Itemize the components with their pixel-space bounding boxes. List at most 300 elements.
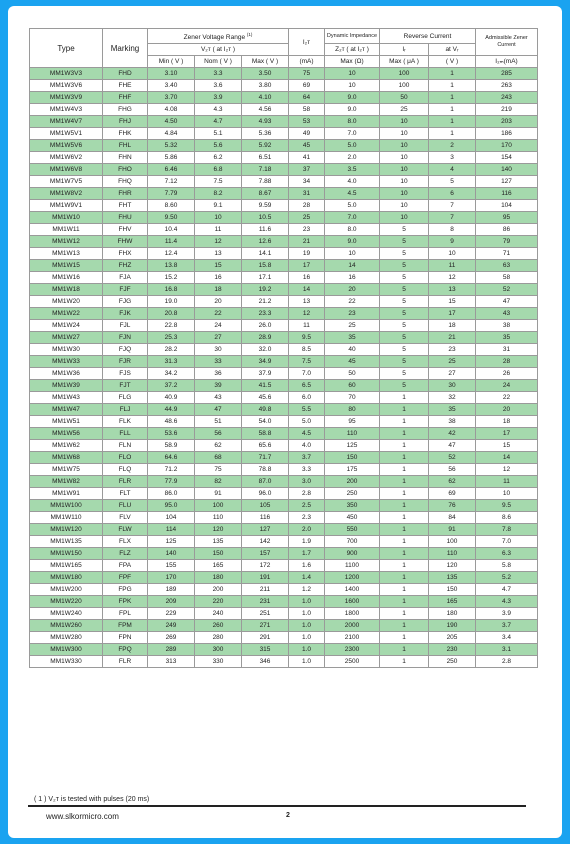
cell-izt: 53 [289, 116, 325, 128]
cell-nom: 180 [195, 572, 242, 584]
cell-nom: 260 [195, 620, 242, 632]
cell-min: 95.0 [148, 500, 195, 512]
cell-izm: 17 [476, 428, 538, 440]
cell-vr: 76 [429, 500, 476, 512]
cell-ir: 1 [380, 596, 429, 608]
cell-min: 10.4 [148, 224, 195, 236]
cell-izm: 2.8 [476, 656, 538, 668]
cell-izm: 12 [476, 464, 538, 476]
cell-izm: 3.4 [476, 632, 538, 644]
cell-izt: 58 [289, 104, 325, 116]
cell-max: 346 [242, 656, 289, 668]
table-row [30, 572, 538, 584]
cell-nom: 3.9 [195, 92, 242, 104]
cell-nom: 9.1 [195, 200, 242, 212]
cell-ir: 10 [380, 152, 429, 164]
cell-izt: 2.0 [289, 524, 325, 536]
cell-type: MM1W300 [30, 644, 103, 656]
table-row [30, 188, 538, 200]
header-izm-unit: I₂ₘ(mA) [476, 56, 538, 68]
cell-zzt: 3.5 [325, 164, 380, 176]
cell-min: 11.4 [148, 236, 195, 248]
cell-izm: 263 [476, 80, 538, 92]
table-row [30, 620, 538, 632]
table-row [30, 596, 538, 608]
cell-ir: 10 [380, 188, 429, 200]
cell-nom: 13 [195, 248, 242, 260]
cell-izm: 7.8 [476, 524, 538, 536]
cell-max: 8.67 [242, 188, 289, 200]
cell-izm: 10 [476, 488, 538, 500]
cell-zzt: 110 [325, 428, 380, 440]
table-row [30, 284, 538, 296]
cell-izt: 7.0 [289, 368, 325, 380]
cell-marking: FLR [103, 656, 148, 668]
cell-max: 37.9 [242, 368, 289, 380]
cell-izt: 6.5 [289, 380, 325, 392]
cell-max: 19.2 [242, 284, 289, 296]
cell-izm: 5.8 [476, 560, 538, 572]
cell-izt: 3.7 [289, 452, 325, 464]
cell-nom: 240 [195, 608, 242, 620]
cell-ir: 1 [380, 416, 429, 428]
cell-nom: 56 [195, 428, 242, 440]
cell-nom: 110 [195, 512, 242, 524]
cell-marking: FHZ [103, 260, 148, 272]
cell-min: 77.9 [148, 476, 195, 488]
table-row [30, 356, 538, 368]
cell-izm: 4.3 [476, 596, 538, 608]
cell-zzt: 95 [325, 416, 380, 428]
table-row [30, 308, 538, 320]
header-zzt-unit: Max (Ω) [325, 56, 380, 68]
cell-type: MM1W30 [30, 344, 103, 356]
cell-izm: 38 [476, 320, 538, 332]
cell-vr: 2 [429, 140, 476, 152]
cell-marking: FJR [103, 356, 148, 368]
cell-vr: 32 [429, 392, 476, 404]
footer-url: www.slkormicro.com [46, 812, 119, 821]
cell-min: 289 [148, 644, 195, 656]
cell-ir: 1 [380, 548, 429, 560]
cell-type: MM1W6V2 [30, 152, 103, 164]
cell-ir: 10 [380, 176, 429, 188]
cell-type: MM1W200 [30, 584, 103, 596]
cell-nom: 15 [195, 260, 242, 272]
table-row [30, 404, 538, 416]
table-row [30, 236, 538, 248]
cell-marking: FLK [103, 416, 148, 428]
cell-min: 249 [148, 620, 195, 632]
cell-max: 14.1 [242, 248, 289, 260]
cell-max: 28.9 [242, 332, 289, 344]
cell-marking: FJF [103, 284, 148, 296]
header-izt: I₂ᴛ [289, 29, 325, 56]
cell-izm: 3.7 [476, 620, 538, 632]
cell-type: MM1W11 [30, 224, 103, 236]
cell-max: 21.2 [242, 296, 289, 308]
header-nom-v: Nom ( V ) [195, 56, 242, 68]
cell-izt: 1.2 [289, 584, 325, 596]
cell-izm: 5.2 [476, 572, 538, 584]
cell-type: MM1W12 [30, 236, 103, 248]
table-row [30, 344, 538, 356]
cell-ir: 25 [380, 104, 429, 116]
cell-vr: 5 [429, 176, 476, 188]
cell-nom: 330 [195, 656, 242, 668]
cell-max: 3.80 [242, 80, 289, 92]
cell-zzt: 2500 [325, 656, 380, 668]
cell-izt: 7.5 [289, 356, 325, 368]
cell-max: 4.56 [242, 104, 289, 116]
cell-vr: 3 [429, 152, 476, 164]
header-max-v: Max ( V ) [242, 56, 289, 68]
cell-izm: 3.9 [476, 608, 538, 620]
cell-izm: 24 [476, 380, 538, 392]
cell-zzt: 350 [325, 500, 380, 512]
cell-ir: 50 [380, 92, 429, 104]
cell-min: 86.0 [148, 488, 195, 500]
cell-min: 25.3 [148, 332, 195, 344]
cell-type: MM1W75 [30, 464, 103, 476]
cell-vr: 52 [429, 452, 476, 464]
table-row [30, 524, 538, 536]
cell-nom: 22 [195, 308, 242, 320]
cell-zzt: 9.0 [325, 104, 380, 116]
cell-type: MM1W260 [30, 620, 103, 632]
cell-type: MM1W150 [30, 548, 103, 560]
cell-zzt: 25 [325, 320, 380, 332]
cell-max: 6.51 [242, 152, 289, 164]
cell-max: 65.6 [242, 440, 289, 452]
cell-nom: 51 [195, 416, 242, 428]
cell-nom: 135 [195, 536, 242, 548]
table-body [30, 68, 538, 668]
cell-nom: 27 [195, 332, 242, 344]
cell-zzt: 5.0 [325, 200, 380, 212]
cell-marking: FHO [103, 164, 148, 176]
header-izt-unit: (mA) [289, 56, 325, 68]
cell-nom: 16 [195, 272, 242, 284]
cell-ir: 10 [380, 164, 429, 176]
cell-vr: 165 [429, 596, 476, 608]
cell-izm: 140 [476, 164, 538, 176]
cell-izt: 41 [289, 152, 325, 164]
cell-marking: FHT [103, 200, 148, 212]
cell-nom: 12 [195, 236, 242, 248]
table-row [30, 68, 538, 80]
cell-izt: 37 [289, 164, 325, 176]
cell-ir: 1 [380, 632, 429, 644]
cell-max: 116 [242, 512, 289, 524]
cell-max: 49.8 [242, 404, 289, 416]
table-row [30, 176, 538, 188]
cell-vr: 56 [429, 464, 476, 476]
cell-zzt: 9.0 [325, 92, 380, 104]
cell-type: MM1W91 [30, 488, 103, 500]
cell-min: 44.9 [148, 404, 195, 416]
cell-type: MM1W7V5 [30, 176, 103, 188]
cell-izm: 4.7 [476, 584, 538, 596]
table-row [30, 272, 538, 284]
cell-type: MM1W27 [30, 332, 103, 344]
cell-zzt: 35 [325, 332, 380, 344]
cell-ir: 5 [380, 272, 429, 284]
cell-izt: 25 [289, 212, 325, 224]
cell-vr: 84 [429, 512, 476, 524]
cell-vr: 1 [429, 92, 476, 104]
table-row [30, 584, 538, 596]
cell-min: 104 [148, 512, 195, 524]
cell-ir: 1 [380, 656, 429, 668]
cell-zzt: 7.0 [325, 128, 380, 140]
cell-nom: 3.6 [195, 80, 242, 92]
cell-zzt: 70 [325, 392, 380, 404]
cell-nom: 7.5 [195, 176, 242, 188]
cell-type: MM1W15 [30, 260, 103, 272]
cell-zzt: 175 [325, 464, 380, 476]
cell-nom: 200 [195, 584, 242, 596]
cell-izt: 21 [289, 236, 325, 248]
cell-max: 9.59 [242, 200, 289, 212]
cell-izm: 6.3 [476, 548, 538, 560]
cell-type: MM1W180 [30, 572, 103, 584]
table-row [30, 380, 538, 392]
cell-min: 189 [148, 584, 195, 596]
cell-marking: FHW [103, 236, 148, 248]
cell-marking: FJS [103, 368, 148, 380]
cell-marking: FHE [103, 80, 148, 92]
table-row [30, 224, 538, 236]
cell-izm: 3.1 [476, 644, 538, 656]
cell-max: 58.8 [242, 428, 289, 440]
cell-nom: 68 [195, 452, 242, 464]
cell-izm: 26 [476, 368, 538, 380]
cell-max: 26.0 [242, 320, 289, 332]
cell-type: MM1W6V8 [30, 164, 103, 176]
cell-min: 3.10 [148, 68, 195, 80]
cell-min: 48.6 [148, 416, 195, 428]
cell-ir: 5 [380, 356, 429, 368]
cell-max: 87.0 [242, 476, 289, 488]
cell-type: MM1W16 [30, 272, 103, 284]
table-row [30, 248, 538, 260]
cell-izm: 18 [476, 416, 538, 428]
cell-marking: FLZ [103, 548, 148, 560]
cell-vr: 13 [429, 284, 476, 296]
cell-ir: 1 [380, 620, 429, 632]
cell-type: MM1W3V3 [30, 68, 103, 80]
cell-zzt: 8.0 [325, 224, 380, 236]
cell-vr: 135 [429, 572, 476, 584]
cell-izt: 1.0 [289, 656, 325, 668]
cell-nom: 33 [195, 356, 242, 368]
cell-nom: 91 [195, 488, 242, 500]
cell-izt: 1.6 [289, 560, 325, 572]
cell-marking: FJL [103, 320, 148, 332]
cell-ir: 5 [380, 332, 429, 344]
cell-izt: 75 [289, 68, 325, 80]
cell-zzt: 1600 [325, 596, 380, 608]
header-reverse-current: Reverse Current [380, 29, 476, 44]
cell-vr: 1 [429, 68, 476, 80]
cell-max: 271 [242, 620, 289, 632]
cell-izt: 9.5 [289, 332, 325, 344]
cell-izm: 20 [476, 404, 538, 416]
cell-nom: 120 [195, 524, 242, 536]
cell-min: 269 [148, 632, 195, 644]
datasheet-page [8, 6, 562, 838]
cell-ir: 10 [380, 212, 429, 224]
cell-izt: 19 [289, 248, 325, 260]
cell-ir: 1 [380, 464, 429, 476]
cell-vr: 110 [429, 548, 476, 560]
cell-type: MM1W47 [30, 404, 103, 416]
cell-max: 7.18 [242, 164, 289, 176]
cell-max: 15.8 [242, 260, 289, 272]
cell-izt: 8.5 [289, 344, 325, 356]
cell-nom: 150 [195, 548, 242, 560]
cell-ir: 5 [380, 320, 429, 332]
table-row [30, 164, 538, 176]
cell-type: MM1W13 [30, 248, 103, 260]
table-row [30, 560, 538, 572]
header-ir: Iᵣ [380, 44, 429, 56]
cell-type: MM1W330 [30, 656, 103, 668]
cell-marking: FPN [103, 632, 148, 644]
cell-vr: 69 [429, 488, 476, 500]
cell-nom: 10 [195, 212, 242, 224]
footer-rule [28, 805, 526, 807]
cell-type: MM1W4V3 [30, 104, 103, 116]
cell-zzt: 22 [325, 296, 380, 308]
cell-vr: 12 [429, 272, 476, 284]
cell-izt: 2.8 [289, 488, 325, 500]
cell-min: 5.86 [148, 152, 195, 164]
cell-izm: 28 [476, 356, 538, 368]
cell-marking: FLJ [103, 404, 148, 416]
cell-izt: 2.3 [289, 512, 325, 524]
cell-izm: 43 [476, 308, 538, 320]
cell-min: 3.40 [148, 80, 195, 92]
cell-type: MM1W100 [30, 500, 103, 512]
cell-min: 13.8 [148, 260, 195, 272]
cell-zzt: 150 [325, 452, 380, 464]
cell-izm: 116 [476, 188, 538, 200]
cell-nom: 43 [195, 392, 242, 404]
cell-type: MM1W10 [30, 212, 103, 224]
cell-ir: 100 [380, 68, 429, 80]
cell-nom: 5.1 [195, 128, 242, 140]
cell-izt: 6.0 [289, 392, 325, 404]
cell-min: 229 [148, 608, 195, 620]
table-row [30, 392, 538, 404]
cell-zzt: 2000 [325, 620, 380, 632]
table-row [30, 644, 538, 656]
cell-type: MM1W8V2 [30, 188, 103, 200]
cell-max: 211 [242, 584, 289, 596]
cell-nom: 24 [195, 320, 242, 332]
cell-vr: 8 [429, 224, 476, 236]
cell-min: 125 [148, 536, 195, 548]
cell-zzt: 2.0 [325, 152, 380, 164]
cell-zzt: 2100 [325, 632, 380, 644]
cell-max: 4.10 [242, 92, 289, 104]
cell-max: 191 [242, 572, 289, 584]
cell-type: MM1W120 [30, 524, 103, 536]
cell-ir: 5 [380, 308, 429, 320]
cell-ir: 1 [380, 608, 429, 620]
cell-marking: FJT [103, 380, 148, 392]
cell-zzt: 80 [325, 404, 380, 416]
cell-nom: 100 [195, 500, 242, 512]
cell-marking: FPG [103, 584, 148, 596]
cell-max: 4.93 [242, 116, 289, 128]
cell-marking: FJN [103, 332, 148, 344]
cell-vr: 4 [429, 164, 476, 176]
cell-type: MM1W24 [30, 320, 103, 332]
cell-min: 12.4 [148, 248, 195, 260]
cell-type: MM1W43 [30, 392, 103, 404]
cell-max: 5.36 [242, 128, 289, 140]
cell-min: 4.50 [148, 116, 195, 128]
cell-izm: 35 [476, 332, 538, 344]
cell-izt: 4.0 [289, 440, 325, 452]
cell-izt: 28 [289, 200, 325, 212]
cell-max: 78.8 [242, 464, 289, 476]
cell-type: MM1W165 [30, 560, 103, 572]
cell-vr: 7 [429, 212, 476, 224]
cell-min: 3.70 [148, 92, 195, 104]
cell-marking: FLO [103, 452, 148, 464]
cell-vr: 11 [429, 260, 476, 272]
cell-min: 22.8 [148, 320, 195, 332]
cell-zzt: 4.0 [325, 176, 380, 188]
table-row [30, 200, 538, 212]
table-row [30, 116, 538, 128]
cell-izm: 95 [476, 212, 538, 224]
cell-min: 4.84 [148, 128, 195, 140]
cell-type: MM1W33 [30, 356, 103, 368]
header-zzt: Z₂ᴛ ( at I₂ᴛ ) [325, 44, 380, 56]
cell-max: 17.1 [242, 272, 289, 284]
cell-vr: 35 [429, 404, 476, 416]
table-row [30, 152, 538, 164]
table-row [30, 428, 538, 440]
cell-izt: 1.4 [289, 572, 325, 584]
cell-nom: 39 [195, 380, 242, 392]
cell-vr: 205 [429, 632, 476, 644]
cell-min: 313 [148, 656, 195, 668]
cell-izm: 203 [476, 116, 538, 128]
cell-nom: 3.3 [195, 68, 242, 80]
cell-marking: FHR [103, 188, 148, 200]
table-row [30, 488, 538, 500]
cell-nom: 6.2 [195, 152, 242, 164]
cell-marking: FPF [103, 572, 148, 584]
cell-max: 315 [242, 644, 289, 656]
cell-nom: 5.6 [195, 140, 242, 152]
cell-ir: 1 [380, 488, 429, 500]
header-zener-voltage-range: Zener Voltage Range $^{(1)}$ [148, 29, 289, 44]
cell-nom: 4.7 [195, 116, 242, 128]
cell-vr: 17 [429, 308, 476, 320]
cell-vr: 21 [429, 332, 476, 344]
header-type: Type [30, 29, 103, 68]
cell-marking: FPQ [103, 644, 148, 656]
cell-max: 157 [242, 548, 289, 560]
cell-type: MM1W22 [30, 308, 103, 320]
